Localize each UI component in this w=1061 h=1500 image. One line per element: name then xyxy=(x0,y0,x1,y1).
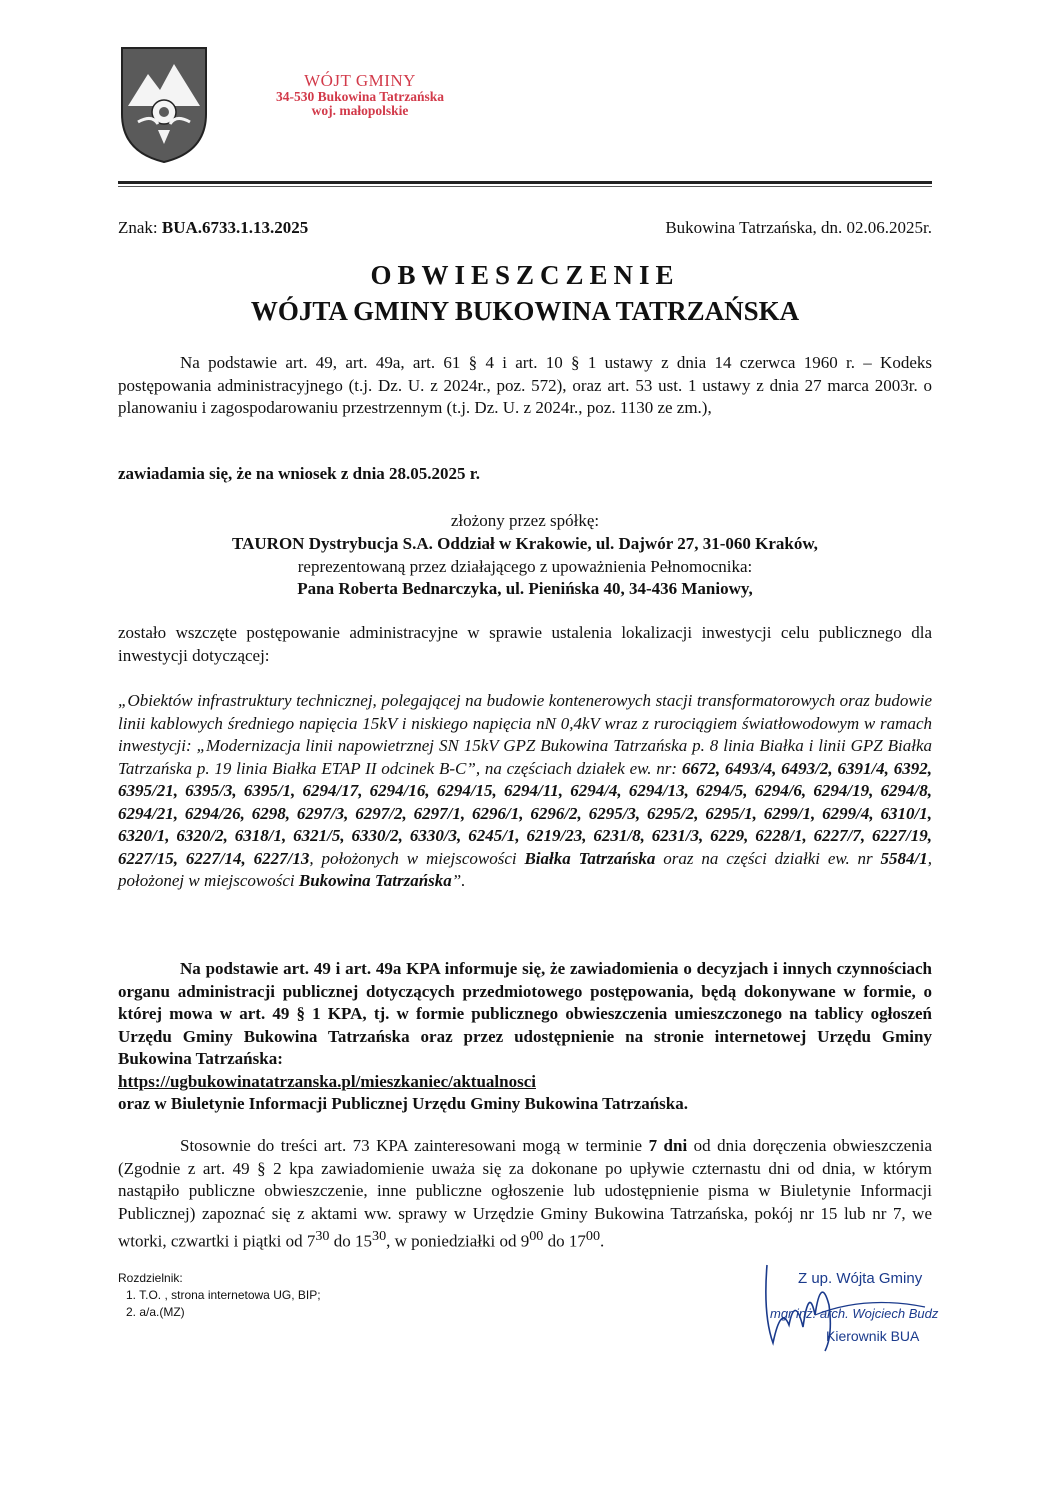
art73-text-f: . xyxy=(600,1231,605,1251)
proceeding-paragraph: zostało wszczęte postępowanie administracyjne w sprawie ustalenia lokalizacji inwestycji celu publicznego dla inwestycji dotyczącej: xyxy=(118,623,932,665)
art73-text-b: od dnia doręczenia obwieszczenia (Zgodnie z art. 49 § 2 kpa zawiadomienie uważa się za dokonane po upływie czternastu dni od dnia, w którym nastąpiło publiczne obwieszczenie, inne publiczne ogłoszenie lub udostępnienie pisma w Biuletynie Informacji Publicznej) zapoznać się z aktami ww. sprawy w Urzędzie Gminy Bukowina Tatrzańska, pokój nr 15 lub nr 7, we wtorki, czwartki i piątki od 7 xyxy=(118,1136,932,1251)
office-website-link[interactable]: https://ugbukowinatatrzanska.pl/mieszkaniec/aktualnosci xyxy=(118,1071,536,1091)
place-date: Bukowina Tatrzańska, dn. 02.06.2025r. xyxy=(665,218,932,237)
kpa-paragraph xyxy=(118,958,932,1116)
time-sup-3: 00 xyxy=(529,1228,544,1244)
village-1: Białka Tatrzańska xyxy=(524,848,656,868)
document-title: OBWIESZCZENIE xyxy=(370,260,680,290)
village-2: Bukowina Tatrzańska xyxy=(298,871,452,890)
coat-of-arms-icon xyxy=(118,44,210,166)
represented-by: reprezentowaną przez działającego z upoważnienia Pełnomocnika: xyxy=(297,557,753,576)
time-sup-4: 00 xyxy=(585,1228,601,1244)
stamp-line-1: WÓJT GMINY xyxy=(304,71,416,90)
stamp-line-3: woj. małopolskie xyxy=(311,103,409,119)
distribution-list xyxy=(118,1270,321,1321)
office-stamp xyxy=(255,72,465,118)
closing-quote: ”. xyxy=(451,871,466,890)
sign-label: Znak: xyxy=(118,218,158,237)
art73-text-e: do 17 xyxy=(543,1231,586,1251)
distribution-label: Rozdzielnik: xyxy=(118,1271,183,1285)
located-in: , położonych w miejscowości xyxy=(309,848,525,868)
distribution-item: 1. T.O. , strona internetowa UG, BIP; xyxy=(126,1288,321,1302)
stamp-line-2: 34-530 Bukowina Tatrzańska xyxy=(275,88,445,104)
investment-paragraph xyxy=(118,690,932,893)
proxy-name: Pana Roberta Bednarczyka, ul. Pienińska 40, 34-436 Maniowy, xyxy=(297,579,753,598)
art73-text-d: , w poniedziałki od 9 xyxy=(386,1231,530,1251)
deadline-days: 7 dni xyxy=(648,1136,688,1155)
parcel-list: 6672, 6493/4, 6493/2, 6391/4, 6392, 6395/21, 6395/3, 6395/1, 6294/17, 6294/16, 6294/15, 6294/11, 6294/4, 6294/13, 6294/5, 6294/6, 6294/19, 6294/8, 6294/21, 6294/26, 6298, 6297/3, 6297/2, 6297/1, 6296/1, 6296/2, 6295/3, 6295/2, 6295/1, 6299/1, 6299/4, 6310/1, 6320/1, 6320/2, 6318/1, 6321/5, 6330/2, 6330/3, 6245/1, 6219/23, 6231/8, 6231/3, 6229, 6228/1, 6227/7, 6227/19, 6227/15, 6227/14, 6227/13 xyxy=(118,758,932,868)
and-part: oraz na części działki ew. nr xyxy=(655,848,881,868)
kpa-text: Na podstawie art. 49 i art. 49a KPA informuje się, że zawiadomienia o decyzjach i innych czynnościach organu administracji publicznej dotyczących przedmiotowego postępowania, będą dokonywane w formie, o której mowa w art. 49 § 1 KPA, tj. w formie publicznego obwieszczenia umieszczonego na tablicy ogłoszeń Urzędu Gminy Bukowina Tatrzańska oraz przez udostępnienie na stronie internetowej Urzędu Gminy Bukowina Tatrzańska: xyxy=(118,959,932,1068)
time-sup-2: 30 xyxy=(372,1228,387,1244)
time-sup-1: 30 xyxy=(315,1228,330,1244)
header-divider xyxy=(118,181,932,184)
bip-line: oraz w Biuletynie Informacji Publicznej Urzędu Gminy Bukowina Tatrzańska. xyxy=(118,1094,688,1113)
art73-text-a: Stosownie do treści art. 73 KPA zainteresowani mogą w terminie xyxy=(180,1136,649,1155)
header-divider-thin xyxy=(118,186,932,187)
signature-line-2: mgr inż. arch. Wojciech Budz xyxy=(770,1306,939,1321)
notification-line: zawiadamia się, że na wniosek z dnia 28.05.2025 r. xyxy=(118,464,481,483)
applicant-company: TAURON Dystrybucja S.A. Oddział w Krakowie, ul. Dajwór 27, 31-060 Kraków, xyxy=(232,534,818,553)
reference-row xyxy=(118,218,932,238)
reference-sign xyxy=(118,218,308,238)
sign-value: BUA.6733.1.13.2025 xyxy=(161,218,309,237)
art73-paragraph xyxy=(118,1135,932,1253)
document-subtitle: WÓJTA GMINY BUKOWINA TATRZAŃSKA xyxy=(250,296,800,326)
submitted-by: złożony przez spółkę: xyxy=(450,511,600,530)
signature-line-3: Kierownik BUA xyxy=(826,1328,920,1344)
distribution-item: 2. a/a.(MZ) xyxy=(126,1305,185,1319)
located-in-2: , położonej w miejscowości xyxy=(118,848,933,890)
art73-text-c: do 15 xyxy=(329,1231,372,1251)
signature-line-1: Z up. Wójta Gminy xyxy=(798,1270,923,1287)
investment-text: „Obiektów infrastruktury technicznej, polegającej na budowie kontenerowych stacji transformatorowych oraz budowie linii kablowych średniego napięcia 15kV i niskiego napięcia nN 0,4kV wraz z rurociągiem światłowodowym w ramach inwestycji: „Modernizacja linii napowietrznej SN 15kV GPZ Bukowina Tatrzańska p. 8 linia Białka i linii GPZ Białka Tatrzańska p. 19 linia Białka ETAP II odcinek B-C”, na częściach działek ew. nr: xyxy=(118,691,932,778)
legal-basis-paragraph: Na podstawie art. 49, art. 49a, art. 61 § 4 i art. 10 § 1 ustawy z dnia 14 czerwca 1960 r. – Kodeks postępowania administracyjnego (t.j. Dz. U. z 2024r., poz. 572), oraz art. 53 ust. 1 ustawy z dnia 27 marca 2003r. o planowaniu i zagospodarowaniu przestrzennym (t.j. Dz. U. z 2024r., poz. 1130 ze zm.), xyxy=(118,353,932,417)
parcel-2: 5584/1 xyxy=(880,848,928,868)
